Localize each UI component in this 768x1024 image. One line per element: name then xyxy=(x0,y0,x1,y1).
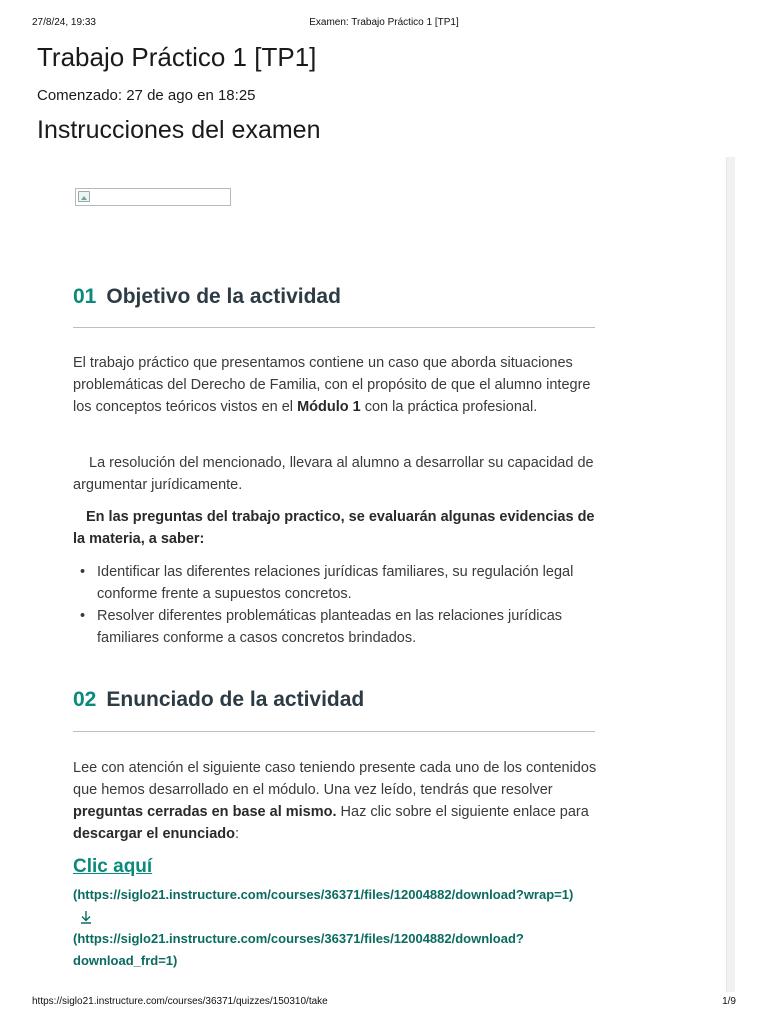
print-footer xyxy=(32,996,736,1010)
evidence-list xyxy=(73,561,598,649)
text-run: con la práctica profesional. xyxy=(360,399,538,415)
text-run: Lee con atención el siguiente caso teniendo presente cada uno de los contenidos que hemos desarrollado en el módulo. Una vez leído, tendrás que resolver xyxy=(73,760,597,798)
quiz-started-time: Comenzado: 27 de ago en 18:25 xyxy=(37,87,256,104)
broken-image xyxy=(75,188,231,206)
section-title: Objetivo de la actividad xyxy=(106,285,341,308)
list-item: • Resolver diferentes problemáticas planteadas en las relaciones jurídicas familiares conforme a casos concretos brindados. xyxy=(97,605,598,649)
download-url-frd[interactable]: (https://siglo21.instructure.com/courses/36371/files/12004882/download?download_frd=1) xyxy=(73,931,524,968)
section-statement-heading xyxy=(73,688,364,712)
download-url-wrap[interactable] xyxy=(73,884,593,931)
section-number: 01 xyxy=(73,285,97,308)
bold-run: En las preguntas del trabajo practico, se evaluarán algunas evidencias de la materia, a saber: xyxy=(73,509,595,547)
section-divider xyxy=(73,731,595,732)
print-url: https://siglo21.instructure.com/courses/36371/quizzes/150310/take xyxy=(32,996,328,1007)
section-divider xyxy=(73,327,595,328)
bold-run: Módulo 1 xyxy=(297,399,361,415)
bold-run: preguntas cerradas en base al mismo. xyxy=(73,804,337,820)
instructions-heading: Instrucciones del examen xyxy=(37,116,321,144)
download-link[interactable]: Clic aquí xyxy=(73,856,153,877)
print-page-title: Examen: Trabajo Práctico 1 [TP1] xyxy=(309,17,459,28)
statement-paragraph xyxy=(73,757,598,845)
page-number: 1/9 xyxy=(722,996,736,1007)
resolution-paragraph: La resolución del mencionado, llevara al alumno a desarrollar su capacidad de argumentar jurídicamente. xyxy=(73,455,594,493)
section-title: Enunciado de la actividad xyxy=(106,688,365,711)
text-run: Haz clic sobre el siguiente enlace para xyxy=(336,804,589,820)
quiz-title: Trabajo Práctico 1 [TP1] xyxy=(37,42,317,72)
bold-run: descargar el enunciado xyxy=(73,826,235,842)
list-item: • Identificar las diferentes relaciones jurídicas familiares, su regulación legal conforme frente a supuestos concretos. xyxy=(97,561,598,605)
text-run: : xyxy=(234,826,240,842)
url-text[interactable]: (https://siglo21.instructure.com/courses/36371/files/12004882/download?wrap=1) xyxy=(73,887,574,902)
print-header xyxy=(32,17,736,31)
section-number: 02 xyxy=(73,688,97,711)
print-date: 27/8/24, 19:33 xyxy=(32,17,96,28)
evidence-intro xyxy=(73,506,598,550)
section-objective-heading xyxy=(73,285,341,309)
objective-paragraph xyxy=(73,352,598,418)
scrollbar[interactable] xyxy=(726,157,735,992)
broken-image-icon xyxy=(78,191,90,202)
text-run: El trabajo práctico que presentamos contiene un caso que aborda situaciones problemáticas del Derecho de Familia, con el propósito de que el alumno integre los conceptos teóricos vistos en el xyxy=(73,355,591,415)
